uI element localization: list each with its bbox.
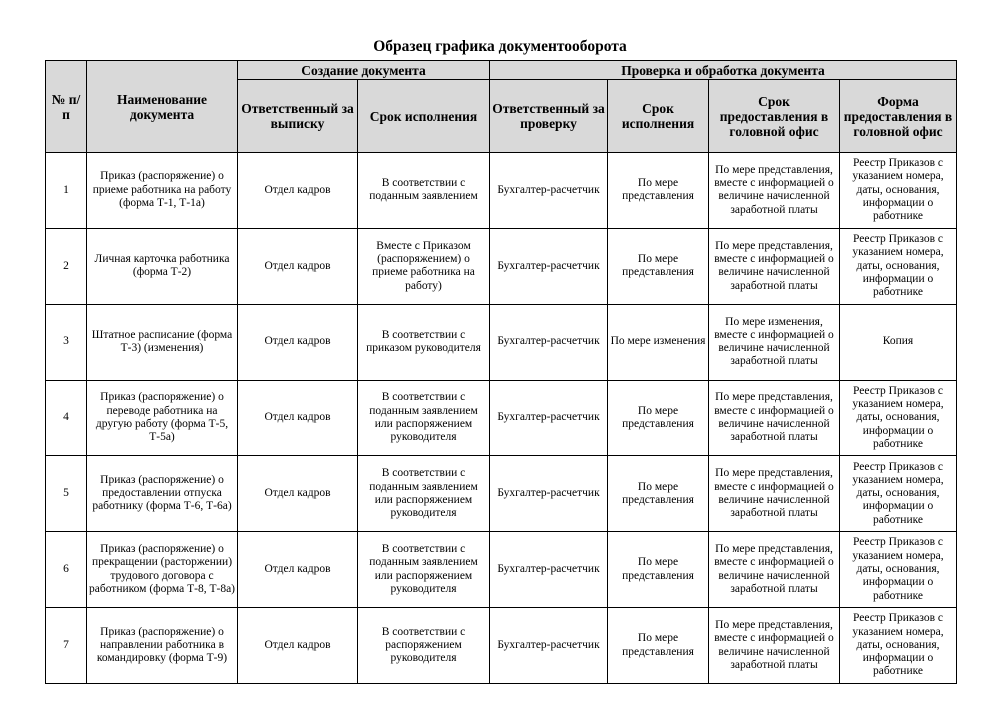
cell-deadline-office: По мере изменения, вместе с информацией о величине начисленной заработной платы [709, 304, 840, 380]
cell-doc-name: Приказ (распоряжение) о предоставлении отпуска работнику (форма Т-6, Т-6а) [87, 456, 238, 532]
cell-deadline-office: По мере представления, вместе с информацией о величине начисленной заработной платы [709, 153, 840, 229]
cell-form-office: Реестр Приказов с указанием номера, даты, основания, информации о работнике [840, 153, 957, 229]
cell-resp-write: Отдел кадров [238, 608, 358, 684]
cell-form-office: Реестр Приказов с указанием номера, даты, основания, информации о работнике [840, 380, 957, 456]
header-deadline-exec-2: Срок исполнения [608, 80, 709, 153]
table-row [46, 456, 957, 532]
cell-num: 6 [46, 532, 87, 608]
cell-deadline-exec: В соответствии с поданным заявлением или распоряжением руководителя [358, 532, 490, 608]
cell-doc-name: Приказ (распоряжение) о переводе работника на другую работу (форма Т-5, Т-5а) [87, 380, 238, 456]
cell-deadline-exec-2: По мере представления [608, 228, 709, 304]
cell-deadline-office: По мере представления, вместе с информацией о величине начисленной заработной платы [709, 532, 840, 608]
cell-resp-write: Отдел кадров [238, 228, 358, 304]
header-resp-check: Ответственный за проверку [490, 80, 608, 153]
cell-num: 4 [46, 380, 87, 456]
cell-form-office: Реестр Приказов с указанием номера, даты, основания, информации о работнике [840, 532, 957, 608]
header-group-check: Проверка и обработка документа [490, 61, 957, 80]
cell-deadline-exec-2: По мере представления [608, 380, 709, 456]
cell-deadline-exec: В соответствии с поданным заявлением или распоряжением руководителя [358, 380, 490, 456]
cell-resp-check: Бухгалтер-расчетчик [490, 532, 608, 608]
cell-resp-check: Бухгалтер-расчетчик [490, 456, 608, 532]
cell-deadline-office: По мере представления, вместе с информацией о величине начисленной заработной платы [709, 380, 840, 456]
cell-form-office: Реестр Приказов с указанием номера, даты, основания, информации о работнике [840, 608, 957, 684]
cell-deadline-exec: В соответствии с поданным заявлением [358, 153, 490, 229]
cell-num: 3 [46, 304, 87, 380]
table-row [46, 304, 957, 380]
cell-deadline-exec: В соответствии с приказом руководителя [358, 304, 490, 380]
table-row [46, 608, 957, 684]
table-row [46, 380, 957, 456]
cell-deadline-office: По мере представления, вместе с информацией о величине начисленной заработной платы [709, 228, 840, 304]
cell-resp-check: Бухгалтер-расчетчик [490, 608, 608, 684]
cell-deadline-exec-2: По мере представления [608, 456, 709, 532]
cell-doc-name: Приказ (распоряжение) о приеме работника на работу (форма Т-1, Т-1а) [87, 153, 238, 229]
cell-deadline-exec: В соответствии с распоряжением руководителя [358, 608, 490, 684]
cell-resp-write: Отдел кадров [238, 153, 358, 229]
table-row [46, 228, 957, 304]
document-flow-table [45, 60, 957, 684]
header-group-create: Создание документа [238, 61, 490, 80]
cell-doc-name: Личная карточка работника (форма Т-2) [87, 228, 238, 304]
table-row [46, 153, 957, 229]
cell-deadline-exec-2: По мере представления [608, 608, 709, 684]
header-deadline-exec: Срок исполнения [358, 80, 490, 153]
cell-deadline-office: По мере представления, вместе с информацией о величине начисленной заработной платы [709, 608, 840, 684]
cell-num: 5 [46, 456, 87, 532]
table-row [46, 532, 957, 608]
cell-resp-write: Отдел кадров [238, 304, 358, 380]
cell-num: 7 [46, 608, 87, 684]
cell-deadline-exec-2: По мере представления [608, 153, 709, 229]
cell-resp-check: Бухгалтер-расчетчик [490, 304, 608, 380]
cell-form-office: Копия [840, 304, 957, 380]
cell-num: 1 [46, 153, 87, 229]
cell-deadline-exec: Вместе с Приказом (распоряжением) о приеме работника на работу) [358, 228, 490, 304]
cell-resp-check: Бухгалтер-расчетчик [490, 380, 608, 456]
cell-deadline-exec: В соответствии с поданным заявлением или распоряжением руководителя [358, 456, 490, 532]
cell-num: 2 [46, 228, 87, 304]
header-row-groups [46, 61, 957, 80]
cell-resp-write: Отдел кадров [238, 456, 358, 532]
header-form-office: Форма предоставления в головной офис [840, 80, 957, 153]
page-title: Образец графика документооборота [373, 38, 627, 55]
cell-doc-name: Приказ (распоряжение) о направлении работника в командировку (форма Т-9) [87, 608, 238, 684]
cell-deadline-office: По мере представления, вместе с информацией о величине начисленной заработной платы [709, 456, 840, 532]
cell-resp-write: Отдел кадров [238, 380, 358, 456]
header-deadline-office: Срок предоставления в головной офис [709, 80, 840, 153]
cell-doc-name: Приказ (распоряжение) о прекращении (расторжении) трудового договора с работником (форма Т-8, Т-8а) [87, 532, 238, 608]
header-num: № п/п [46, 61, 87, 153]
cell-deadline-exec-2: По мере изменения [608, 304, 709, 380]
header-doc-name: Наименование документа [87, 61, 238, 153]
cell-resp-check: Бухгалтер-расчетчик [490, 228, 608, 304]
cell-resp-check: Бухгалтер-расчетчик [490, 153, 608, 229]
cell-form-office: Реестр Приказов с указанием номера, даты, основания, информации о работнике [840, 228, 957, 304]
cell-form-office: Реестр Приказов с указанием номера, даты, основания, информации о работнике [840, 456, 957, 532]
cell-doc-name: Штатное расписание (форма Т-3) (изменения) [87, 304, 238, 380]
cell-deadline-exec-2: По мере представления [608, 532, 709, 608]
cell-resp-write: Отдел кадров [238, 532, 358, 608]
header-resp-write: Ответственный за выписку [238, 80, 358, 153]
